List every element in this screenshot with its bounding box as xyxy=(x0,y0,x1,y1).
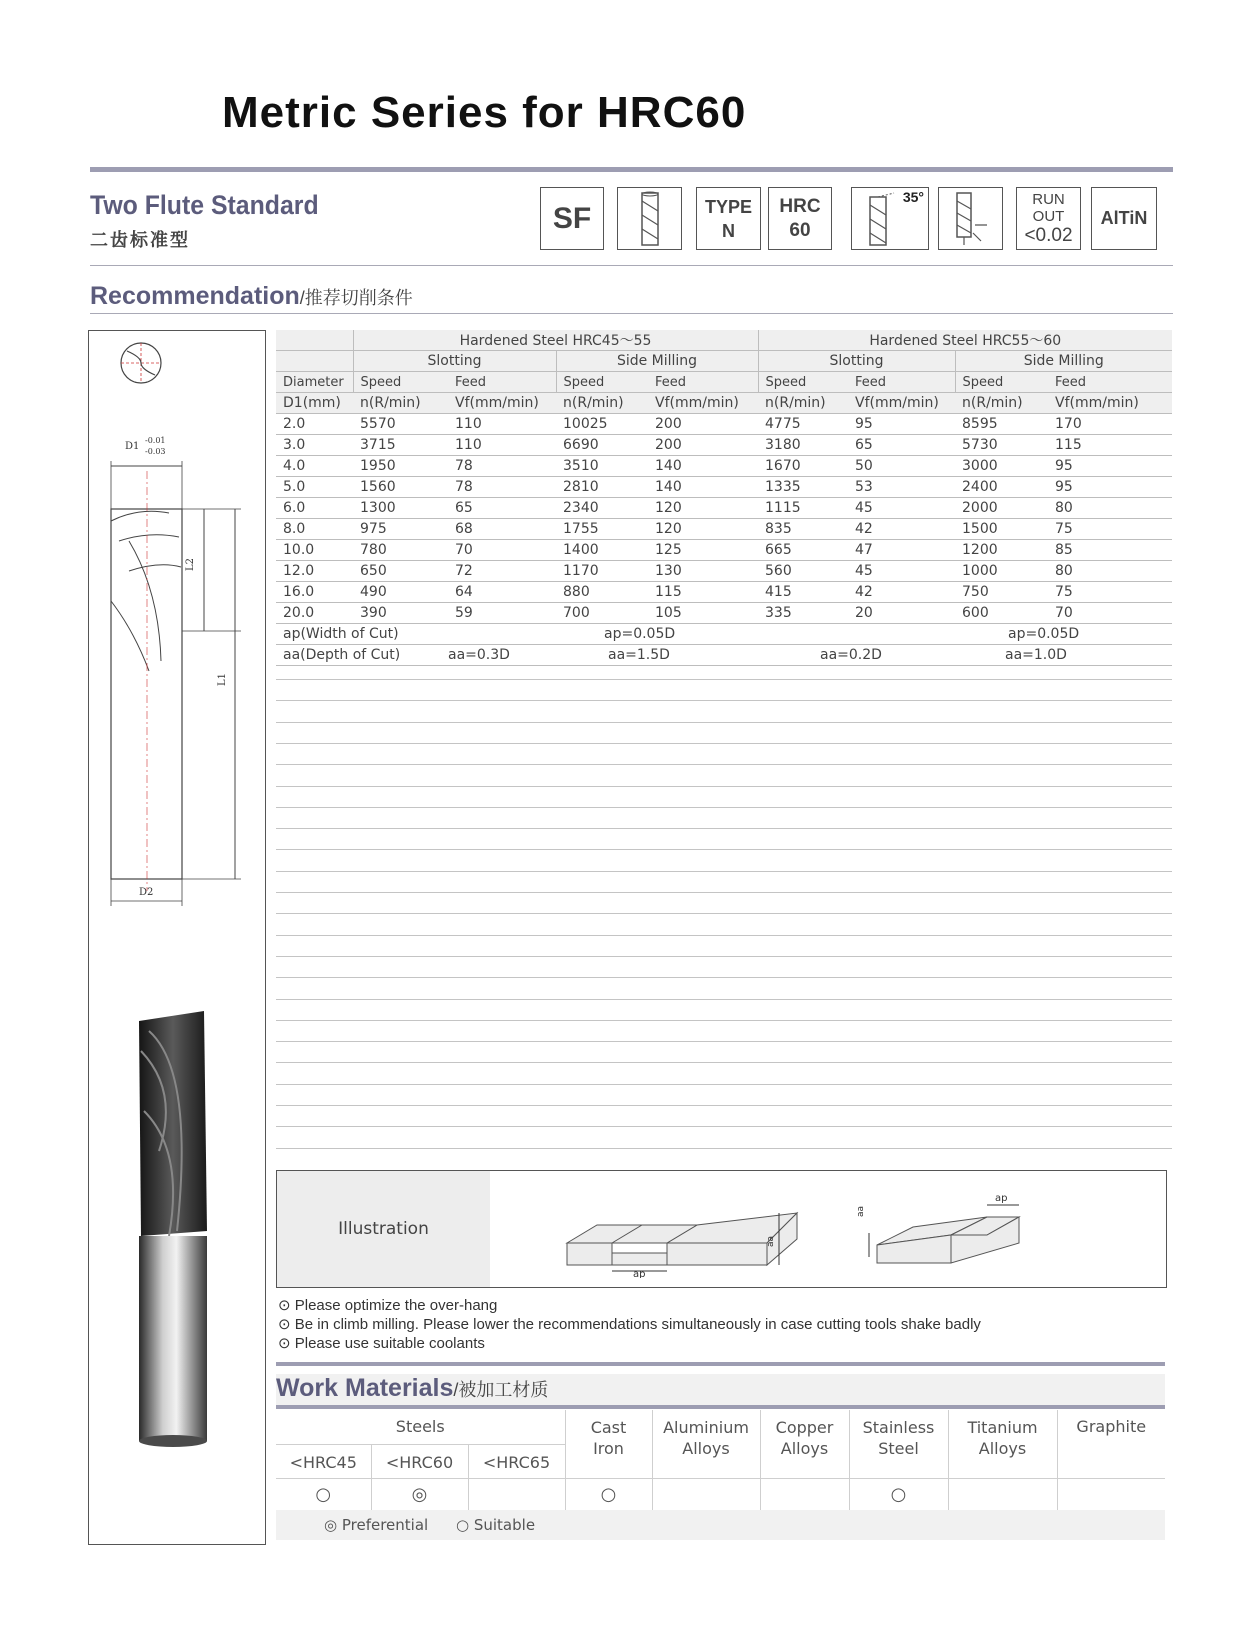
table-cell: 120 xyxy=(648,498,758,519)
cast-iron-header: Cast Iron xyxy=(565,1410,652,1478)
title-rule xyxy=(90,167,1173,172)
suitability-cell xyxy=(468,1478,565,1512)
speed-header: Speed xyxy=(353,372,448,393)
table-cell: 110 xyxy=(448,435,556,456)
ap-label: ap(Width of Cut) xyxy=(276,624,556,645)
ruled-line xyxy=(276,807,1172,808)
ap-label: ap xyxy=(633,1269,646,1278)
work-materials-table xyxy=(276,1410,1165,1512)
hrc60-header: <HRC60 xyxy=(371,1444,468,1478)
table-row xyxy=(276,456,1172,477)
aluminium-header: Aluminium Alloys xyxy=(652,1410,760,1478)
d1-label: D1 xyxy=(125,441,140,452)
suitability-cell: ◎ xyxy=(371,1478,468,1512)
diameter-header: Diameter xyxy=(276,372,353,393)
recommendation-title: Recommendation/推荐切削条件 xyxy=(90,282,413,310)
suitability-cell: ○ xyxy=(565,1478,652,1512)
ap-label: ap xyxy=(995,1193,1008,1204)
table-cell: 53 xyxy=(848,477,955,498)
stainless-header: Stainless Steel xyxy=(849,1410,948,1478)
table-cell: 42 xyxy=(848,582,955,603)
feed-header: Feed xyxy=(648,372,758,393)
table-cell: 4.0 xyxy=(276,456,353,477)
table-cell: 5730 xyxy=(955,435,1048,456)
table-row xyxy=(276,603,1172,624)
table-cell: 1400 xyxy=(556,540,648,561)
work-materials-rule xyxy=(276,1362,1165,1366)
table-cell: 140 xyxy=(648,477,758,498)
ruled-line xyxy=(276,977,1172,978)
table-cell: 78 xyxy=(448,477,556,498)
table-cell: 45 xyxy=(848,498,955,519)
speed-header: Speed xyxy=(955,372,1048,393)
group-hrc45-55: Hardened Steel HRC45～55 xyxy=(353,330,758,351)
ruled-line xyxy=(276,828,1172,829)
table-cell: 10025 xyxy=(556,414,648,435)
table-cell: 835 xyxy=(758,519,848,540)
ruled-line xyxy=(276,913,1172,914)
ruled-line xyxy=(276,679,1172,680)
table-row xyxy=(276,582,1172,603)
ruled-line xyxy=(276,1126,1172,1127)
table-cell: 45 xyxy=(848,561,955,582)
ruled-line xyxy=(276,1041,1172,1042)
table-cell: 120 xyxy=(648,519,758,540)
aa-value: aa=0.2D xyxy=(758,645,955,666)
table-cell: 6.0 xyxy=(276,498,353,519)
table-cell: 415 xyxy=(758,582,848,603)
legend-preferential: ◎ Preferential xyxy=(324,1516,429,1534)
table-cell: 95 xyxy=(1048,456,1172,477)
table-row xyxy=(276,477,1172,498)
table-cell: 70 xyxy=(1048,603,1172,624)
legend-suitable: ○ Suitable xyxy=(456,1516,536,1534)
titanium-header: Titanium Alloys xyxy=(948,1410,1057,1478)
aa-value: aa=1.0D xyxy=(955,645,1172,666)
slotting-header: Slotting xyxy=(353,351,556,372)
straight-shank-icon xyxy=(617,187,682,250)
subtitle-cn: 二齿标准型 xyxy=(90,230,190,251)
table-cell: 80 xyxy=(1048,561,1172,582)
n-unit: n(R/min) xyxy=(556,393,648,414)
table-cell: 700 xyxy=(556,603,648,624)
ap-value-hrc55-60: ap=0.05D xyxy=(848,624,1172,645)
ruled-line xyxy=(276,722,1172,723)
ruled-line xyxy=(276,892,1172,893)
hrc45-header: <HRC45 xyxy=(276,1444,371,1478)
table-cell: 170 xyxy=(1048,414,1172,435)
recommendation-table xyxy=(276,330,1172,666)
ruled-line xyxy=(276,956,1172,957)
table-cell: 650 xyxy=(353,561,448,582)
table-row xyxy=(276,414,1172,435)
divider xyxy=(90,313,1173,314)
l1-label: L1 xyxy=(217,672,228,686)
aa-value: aa=0.3D xyxy=(448,645,556,666)
slotting-header: Slotting xyxy=(758,351,955,372)
table-cell: 64 xyxy=(448,582,556,603)
table-row xyxy=(276,435,1172,456)
cutting-diagram xyxy=(557,1183,1117,1278)
table-cell: 59 xyxy=(448,603,556,624)
aa-label: aa(Depth of Cut) xyxy=(276,645,448,666)
ruled-line xyxy=(276,1148,1172,1149)
coating-badge: AlTiN xyxy=(1091,187,1157,250)
suitability-cell xyxy=(652,1478,760,1512)
subtitle-en: Two Flute Standard xyxy=(90,190,319,220)
ruled-line xyxy=(276,700,1172,701)
table-cell: 5.0 xyxy=(276,477,353,498)
graphite-header: Graphite xyxy=(1057,1410,1165,1478)
sf-badge: SF xyxy=(540,187,604,250)
table-cell: 780 xyxy=(353,540,448,561)
table-cell: 85 xyxy=(1048,540,1172,561)
ruled-line xyxy=(276,1105,1172,1106)
table-cell: 2400 xyxy=(955,477,1048,498)
ruled-line xyxy=(276,743,1172,744)
d1-unit: D1(mm) xyxy=(276,393,353,414)
table-cell: 665 xyxy=(758,540,848,561)
ap-value-hrc45-55: ap=0.05D xyxy=(556,624,848,645)
table-cell: 3510 xyxy=(556,456,648,477)
work-materials-title: Work Materials/被加工材质 xyxy=(276,1374,1165,1408)
table-cell: 8.0 xyxy=(276,519,353,540)
copper-header: Copper Alloys xyxy=(760,1410,849,1478)
ruled-line xyxy=(276,1062,1172,1063)
table-cell: 72 xyxy=(448,561,556,582)
table-row xyxy=(276,498,1172,519)
table-cell: 12.0 xyxy=(276,561,353,582)
cutting-direction-icon xyxy=(938,187,1003,250)
ruled-line xyxy=(276,786,1172,787)
type-n-badge: TYPE N xyxy=(696,187,761,250)
suitability-cell xyxy=(1057,1478,1165,1512)
table-cell: 3000 xyxy=(955,456,1048,477)
side-milling-header: Side Milling xyxy=(556,351,758,372)
ruled-line xyxy=(276,1084,1172,1085)
table-cell: 3.0 xyxy=(276,435,353,456)
table-cell: 1115 xyxy=(758,498,848,519)
vf-unit: Vf(mm/min) xyxy=(648,393,758,414)
vf-unit: Vf(mm/min) xyxy=(848,393,955,414)
table-cell: 95 xyxy=(848,414,955,435)
table-cell: 560 xyxy=(758,561,848,582)
suitability-cell: ○ xyxy=(276,1478,371,1512)
table-cell: 1335 xyxy=(758,477,848,498)
table-cell: 200 xyxy=(648,414,758,435)
table-cell: 130 xyxy=(648,561,758,582)
table-cell: 78 xyxy=(448,456,556,477)
ruled-line xyxy=(276,999,1172,1000)
table-row xyxy=(276,561,1172,582)
table-row xyxy=(276,519,1172,540)
table-row xyxy=(276,540,1172,561)
note-item: ⊙ Please optimize the over-hang xyxy=(278,1297,498,1314)
n-unit: n(R/min) xyxy=(353,393,448,414)
table-cell: 75 xyxy=(1048,582,1172,603)
table-cell: 975 xyxy=(353,519,448,540)
table-cell: 4775 xyxy=(758,414,848,435)
table-cell: 1755 xyxy=(556,519,648,540)
table-cell: 200 xyxy=(648,435,758,456)
table-cell: 1950 xyxy=(353,456,448,477)
ruled-line xyxy=(276,935,1172,936)
feed-header: Feed xyxy=(848,372,955,393)
table-cell: 47 xyxy=(848,540,955,561)
aa-value: aa=1.5D xyxy=(556,645,758,666)
suitability-cell xyxy=(948,1478,1057,1512)
table-cell: 2000 xyxy=(955,498,1048,519)
ruled-line xyxy=(276,871,1172,872)
table-cell: 750 xyxy=(955,582,1048,603)
table-cell: 20.0 xyxy=(276,603,353,624)
table-cell: 50 xyxy=(848,456,955,477)
hrc65-header: <HRC65 xyxy=(468,1444,565,1478)
table-cell: 20 xyxy=(848,603,955,624)
group-hrc55-60: Hardened Steel HRC55～60 xyxy=(758,330,1172,351)
page-title: Metric Series for HRC60 xyxy=(222,88,747,137)
table-cell: 1200 xyxy=(955,540,1048,561)
table-cell: 1170 xyxy=(556,561,648,582)
vf-unit: Vf(mm/min) xyxy=(448,393,556,414)
table-cell: 2.0 xyxy=(276,414,353,435)
table-cell: 8595 xyxy=(955,414,1048,435)
table-cell: 65 xyxy=(448,498,556,519)
table-cell: 10.0 xyxy=(276,540,353,561)
table-cell: 1670 xyxy=(758,456,848,477)
ruled-line xyxy=(276,764,1172,765)
side-milling-header: Side Milling xyxy=(955,351,1172,372)
illustration-box xyxy=(276,1170,1167,1288)
table-cell: 125 xyxy=(648,540,758,561)
table-cell: 335 xyxy=(758,603,848,624)
work-materials-rule xyxy=(276,1405,1165,1409)
ruled-line xyxy=(276,1020,1172,1021)
table-cell: 1300 xyxy=(353,498,448,519)
table-cell: 1500 xyxy=(955,519,1048,540)
table-cell: 1000 xyxy=(955,561,1048,582)
speed-header: Speed xyxy=(758,372,848,393)
table-cell: 880 xyxy=(556,582,648,603)
d2-label: D2 xyxy=(139,887,154,898)
table-cell: 115 xyxy=(1048,435,1172,456)
table-cell: 5570 xyxy=(353,414,448,435)
vf-unit: Vf(mm/min) xyxy=(1048,393,1172,414)
table-cell: 65 xyxy=(848,435,955,456)
suitability-cell xyxy=(760,1478,849,1512)
table-cell: 390 xyxy=(353,603,448,624)
aa-label: aa xyxy=(766,1235,776,1247)
table-cell: 70 xyxy=(448,540,556,561)
table-cell: 16.0 xyxy=(276,582,353,603)
helix-angle-icon xyxy=(851,187,929,250)
steels-header: Steels xyxy=(276,1410,565,1444)
n-unit: n(R/min) xyxy=(955,393,1048,414)
table-cell: 110 xyxy=(448,414,556,435)
n-unit: n(R/min) xyxy=(758,393,848,414)
d1-tolerance-upper: -0.01 xyxy=(145,436,166,445)
table-cell: 6690 xyxy=(556,435,648,456)
notes xyxy=(278,1296,981,1353)
table-cell: 490 xyxy=(353,582,448,603)
table-cell: 68 xyxy=(448,519,556,540)
tool-drawing-panel xyxy=(88,330,266,1545)
hrc60-badge: HRC 60 xyxy=(768,187,832,250)
end-mill-drawing xyxy=(89,331,267,1546)
ruled-line xyxy=(276,849,1172,850)
table-cell: 1560 xyxy=(353,477,448,498)
illustration-label: Illustration xyxy=(277,1171,490,1287)
table-cell: 105 xyxy=(648,603,758,624)
feed-header: Feed xyxy=(448,372,556,393)
table-cell: 80 xyxy=(1048,498,1172,519)
runout-badge: RUN OUT <0.02 xyxy=(1016,187,1081,250)
helix-angle-label: 35° xyxy=(902,189,924,205)
suitability-cell: ○ xyxy=(849,1478,948,1512)
table-cell: 75 xyxy=(1048,519,1172,540)
divider xyxy=(90,265,1173,266)
table-cell: 115 xyxy=(648,582,758,603)
table-cell: 140 xyxy=(648,456,758,477)
note-item: ⊙ Please use suitable coolants xyxy=(278,1335,485,1352)
aa-label: aa xyxy=(856,1205,866,1217)
legend xyxy=(276,1510,1165,1540)
table-cell: 2340 xyxy=(556,498,648,519)
feed-header: Feed xyxy=(1048,372,1172,393)
d1-tolerance-lower: -0.03 xyxy=(145,447,166,456)
table-cell: 600 xyxy=(955,603,1048,624)
table-cell: 3180 xyxy=(758,435,848,456)
speed-header: Speed xyxy=(556,372,648,393)
table-cell: 3715 xyxy=(353,435,448,456)
table-cell: 95 xyxy=(1048,477,1172,498)
note-item: ⊙ Be in climb milling. Please lower the recommendations simultaneously in case cutting tools shake badly xyxy=(278,1316,981,1333)
table-cell: 42 xyxy=(848,519,955,540)
l2-label: L2 xyxy=(185,557,196,571)
table-cell: 2810 xyxy=(556,477,648,498)
